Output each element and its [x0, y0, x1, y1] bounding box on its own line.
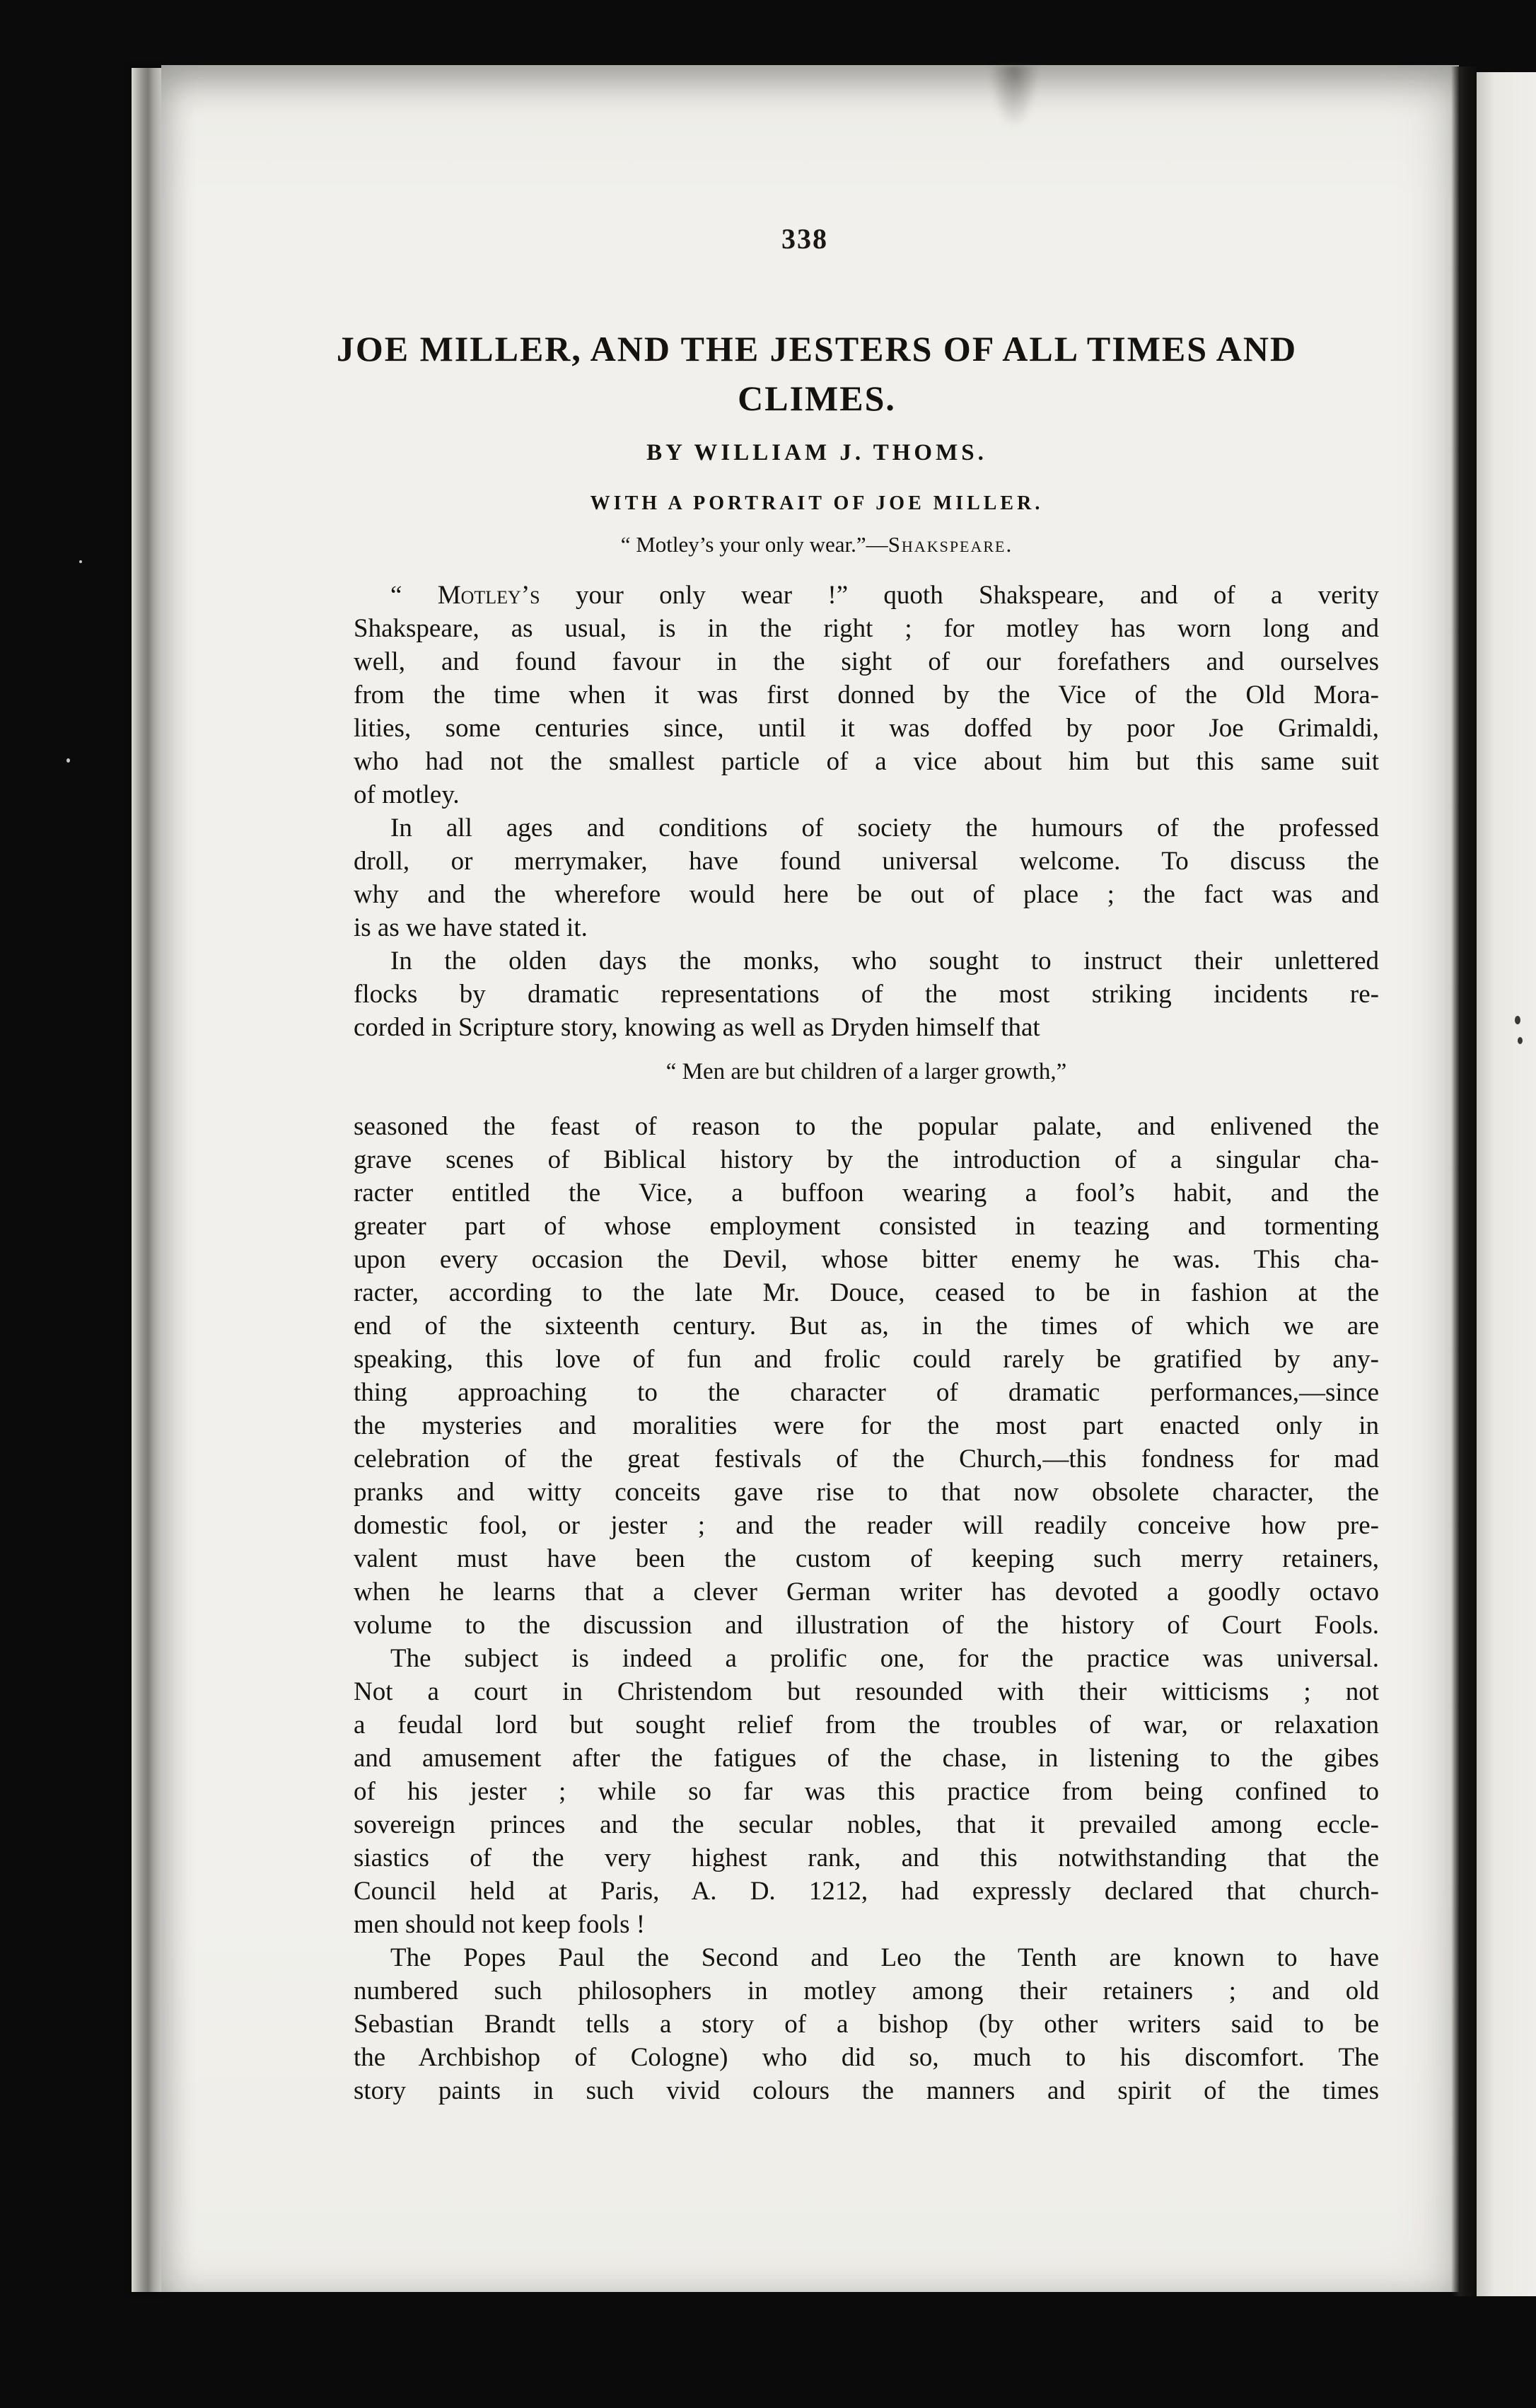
- text-line: end of the sixteenth century. But as, in the times of which we are: [354, 1312, 1379, 1341]
- text-line: who had not the smallest particle of a vice about him but this same suit: [354, 747, 1379, 776]
- text-line: and amusement after the fatigues of the chase, in listening to the gibes: [354, 1744, 1379, 1773]
- text-line: racter entitled the Vice, a buffoon wearing a fool’s habit, and the: [354, 1179, 1379, 1208]
- text-line: volume to the discussion and illustration of the history of Court Fools.: [354, 1611, 1379, 1640]
- page-edge-strips: [132, 68, 161, 2292]
- text-line: droll, or merrymaker, have found universal welcome. To discuss the: [354, 847, 1379, 876]
- text-line: men should not keep fools !: [354, 1910, 646, 1939]
- text-line: the mysteries and moralities were for the most part enacted only in: [354, 1411, 1379, 1440]
- paragraph: [354, 579, 1379, 811]
- text-line: why and the wherefore would here be out of place ; the fact was and: [354, 880, 1379, 909]
- page-number: 338: [781, 223, 828, 255]
- book-page: [161, 65, 1459, 2292]
- text-line: grave scenes of Biblical history by the introduction of a singular cha-: [354, 1145, 1379, 1174]
- text-line: lities, some centuries since, until it was doffed by poor Joe Grimaldi,: [354, 714, 1379, 743]
- text-line: corded in Scripture story, knowing as well as Dryden himself that: [354, 1013, 1040, 1042]
- text-line: story paints in such vivid colours the manners and spirit of the times: [354, 2076, 1379, 2105]
- paragraph: [354, 944, 1379, 1044]
- paragraph: [354, 1941, 1379, 2107]
- text-line: the Archbishop of Cologne) who did so, much to his discomfort. The: [354, 2043, 1379, 2072]
- text-line: Not a court in Christendom but resounded with their witticisms ; not: [354, 1677, 1379, 1706]
- text-line: sovereign princes and the secular nobles, that it prevailed among eccle-: [354, 1810, 1379, 1839]
- page-gutter-shadow: [1451, 66, 1479, 2296]
- text-line: from the time when it was first donned by the Vice of the Old Mora-: [354, 681, 1379, 710]
- text-line: In the olden days the monks, who sought to instruct their unlettered: [390, 947, 1379, 976]
- text-line: The Popes Paul the Second and Leo the Tenth are known to have: [390, 1943, 1379, 1972]
- article-body: [354, 579, 1379, 2107]
- text-line: when he learns that a clever German writer has devoted a goodly octavo: [354, 1578, 1379, 1607]
- epigraph-quote: “ Motley’s your only wear.”—: [620, 532, 888, 557]
- text-line: is as we have stated it.: [354, 913, 588, 942]
- text-line: Council held at Paris, A. D. 1212, had expressly declared that church-: [354, 1877, 1379, 1906]
- text-line: valent must have been the custom of keeping such merry retainers,: [354, 1544, 1379, 1573]
- paragraph: [354, 1642, 1379, 1941]
- scan-smudge: [980, 65, 1048, 185]
- text-line: pranks and witty conceits gave rise to that now obsolete character, the: [354, 1478, 1379, 1507]
- epigraph: [246, 532, 1387, 557]
- text-line: celebration of the great festivals of the Church,—this fondness for mad: [354, 1445, 1379, 1474]
- text-line: thing approaching to the character of dramatic performances,—since: [354, 1378, 1379, 1407]
- small-caps-lead: “ Motley’s: [390, 581, 540, 610]
- portrait-note: WITH A PORTRAIT OF JOE MILLER.: [590, 492, 1044, 514]
- article-title-line1: JOE MILLER, AND THE JESTERS OF ALL TIMES AND: [336, 329, 1298, 369]
- text-line: greater part of whose employment consisted in teazing and tormenting: [354, 1212, 1379, 1241]
- text-line: “ Motley’s your only wear !” quoth Shakspeare, and of a verity: [390, 581, 1379, 610]
- text-line: numbered such philosophers in motley among their retainers ; and old: [354, 1976, 1379, 2005]
- dust-speck: [66, 758, 70, 763]
- text-line: flocks by dramatic representations of the most striking incidents re-: [354, 980, 1379, 1009]
- paragraph: [354, 1110, 1379, 1642]
- text-line: speaking, this love of fun and frolic could rarely be gratified by any-: [354, 1345, 1379, 1374]
- dust-speck: [1518, 1037, 1523, 1044]
- text-line: racter, according to the late Mr. Douce, ceased to be in fashion at the: [354, 1278, 1379, 1307]
- article-title-line2: CLIMES.: [738, 378, 896, 418]
- dust-speck: [1515, 1016, 1520, 1024]
- text-line: of his jester ; while so far was this practice from being confined to: [354, 1777, 1379, 1806]
- text-line: The subject is indeed a prolific one, for the practice was universal.: [390, 1644, 1379, 1673]
- text-line: well, and found favour in the sight of our forefathers and ourselves: [354, 647, 1379, 676]
- text-line: siastics of the very highest rank, and this notwithstanding that the: [354, 1843, 1379, 1872]
- text-line: Sebastian Brandt tells a story of a bishop (by other writers said to be: [354, 2010, 1379, 2039]
- byline: BY WILLIAM J. THOMS.: [646, 440, 987, 465]
- adjacent-page-edge: [1477, 72, 1536, 2296]
- text-line: a feudal lord but sought relief from the troubles of war, or relaxation: [354, 1711, 1379, 1740]
- text-line: of motley.: [354, 780, 460, 809]
- text-line: Shakspeare, as usual, is in the right ; for motley has worn long and: [354, 614, 1379, 643]
- text-line: seasoned the feast of reason to the popular palate, and enlivened the: [354, 1112, 1379, 1141]
- text-line: In all ages and conditions of society the humours of the professed: [390, 814, 1379, 843]
- text-line: upon every occasion the Devil, whose bitter enemy he was. This cha-: [354, 1245, 1379, 1274]
- epigraph-author: Shakspeare.: [888, 532, 1013, 557]
- dust-speck: [79, 560, 82, 563]
- verse-quote: “ Men are but children of a larger growth,”: [665, 1059, 1067, 1084]
- text-line: domestic fool, or jester ; and the reader will readily conceive how pre-: [354, 1511, 1379, 1540]
- paragraph: [354, 811, 1379, 944]
